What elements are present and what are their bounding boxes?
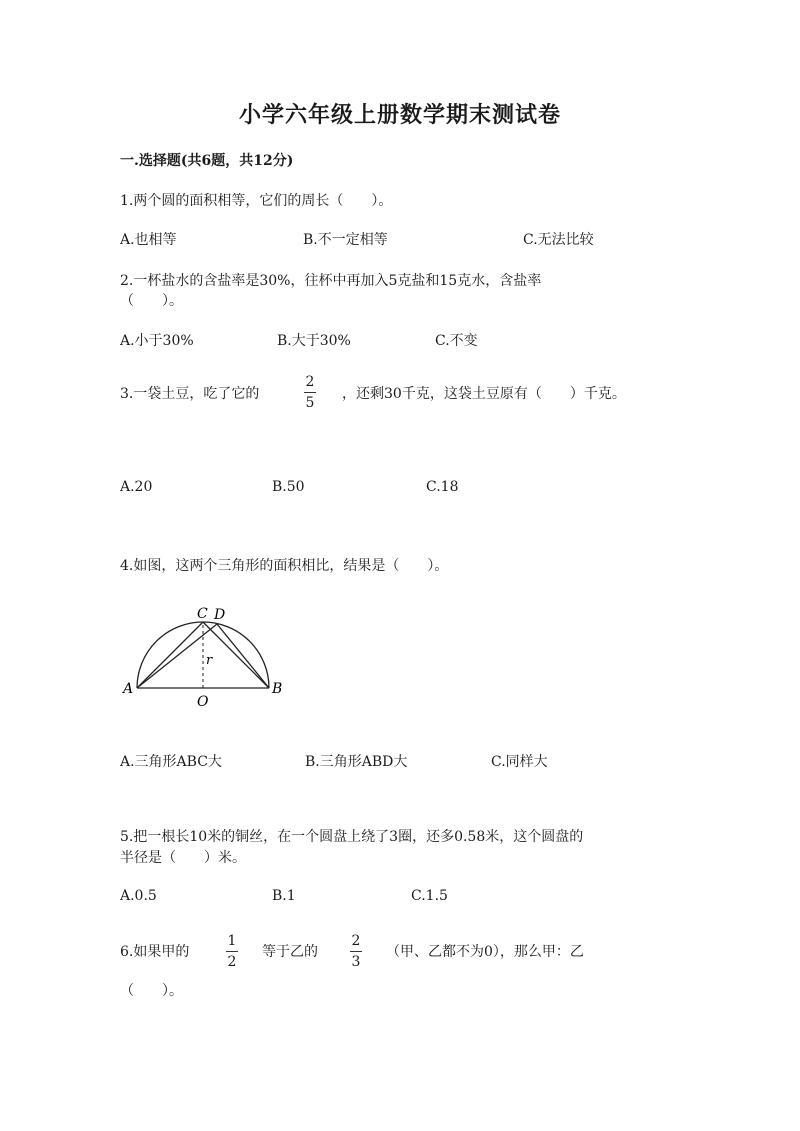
- question-4-option-c: C.同样大: [491, 754, 548, 770]
- label-point-o: O: [197, 694, 209, 710]
- question-6-fraction-2: [350, 933, 362, 970]
- question-6-text-before: 6.如果甲的: [120, 944, 190, 960]
- question-5-option-b: B.1: [272, 888, 296, 904]
- question-3-option-a: A.20: [120, 479, 153, 495]
- question-5-line-2: 半径是（ ）米。: [120, 850, 246, 866]
- question-5-option-c: C.1.5: [411, 888, 448, 904]
- fraction-bar: [304, 392, 316, 393]
- label-point-c: C: [197, 606, 208, 622]
- fraction-denominator: 5: [305, 395, 315, 411]
- label-radius-r: r: [206, 653, 213, 668]
- question-3-option-c: C.18: [426, 479, 459, 495]
- question-6-fraction-1: [226, 933, 238, 970]
- fraction-denominator: 3: [351, 954, 361, 970]
- question-4-option-a: A.三角形ABC大: [120, 754, 222, 770]
- semicircle-triangle-figure: [115, 600, 305, 715]
- question-1-option-c: C.无法比较: [523, 232, 594, 248]
- question-4-option-b: B.三角形ABD大: [305, 754, 408, 770]
- label-point-d: D: [214, 607, 226, 623]
- question-3-text-before: 3.一袋土豆，吃了它的: [120, 386, 260, 402]
- question-3-text-after: ，还剩30千克，这袋土豆原有（ ）千克。: [342, 386, 626, 402]
- question-1-option-b: B.不一定相等: [303, 232, 388, 248]
- question-2-line-2: （ ）。: [120, 293, 183, 309]
- question-2-option-b: B.大于30%: [277, 333, 351, 349]
- question-2-option-a: A.小于30%: [120, 333, 194, 349]
- segment-ad: [137, 624, 217, 688]
- page-title: 小学六年级上册数学期末测试卷: [238, 102, 561, 128]
- question-1-text: 1.两个圆的面积相等，它们的周长（ ）。: [120, 193, 393, 209]
- question-3-fraction: [304, 374, 316, 411]
- question-6-line-2: （ ）。: [120, 983, 183, 999]
- fraction-bar: [226, 951, 238, 952]
- segment-cb: [203, 622, 269, 688]
- fraction-numerator: 1: [227, 933, 237, 949]
- label-point-a: A: [123, 681, 134, 697]
- question-5-option-a: A.0.5: [120, 888, 157, 904]
- fraction-numerator: 2: [351, 933, 361, 949]
- label-point-b: B: [272, 681, 283, 697]
- fraction-denominator: 2: [227, 954, 237, 970]
- fraction-numerator: 2: [305, 374, 315, 390]
- question-5-line-1: 5.把一根长10米的铜丝，在一个圆盘上绕了3圈，还多0.58米，这个圆盘的: [120, 829, 584, 845]
- question-6-text-middle: 等于乙的: [262, 944, 318, 960]
- question-3-option-b: B.50: [272, 479, 305, 495]
- section-heading: 一.选择题(共6题，共12分): [120, 153, 294, 169]
- question-2-line-1: 2.一杯盐水的含盐率是30%，往杯中再加入5克盐和15克水，含盐率: [120, 273, 542, 289]
- question-1-option-a: A.也相等: [120, 232, 177, 248]
- question-2-option-c: C.不变: [435, 333, 478, 349]
- segment-ac: [137, 622, 203, 688]
- fraction-bar: [350, 951, 362, 952]
- question-4-text: 4.如图，这两个三角形的面积相比，结果是（ ）。: [120, 558, 449, 574]
- question-6-text-after: （甲、乙都不为0），那么甲：乙: [386, 944, 584, 960]
